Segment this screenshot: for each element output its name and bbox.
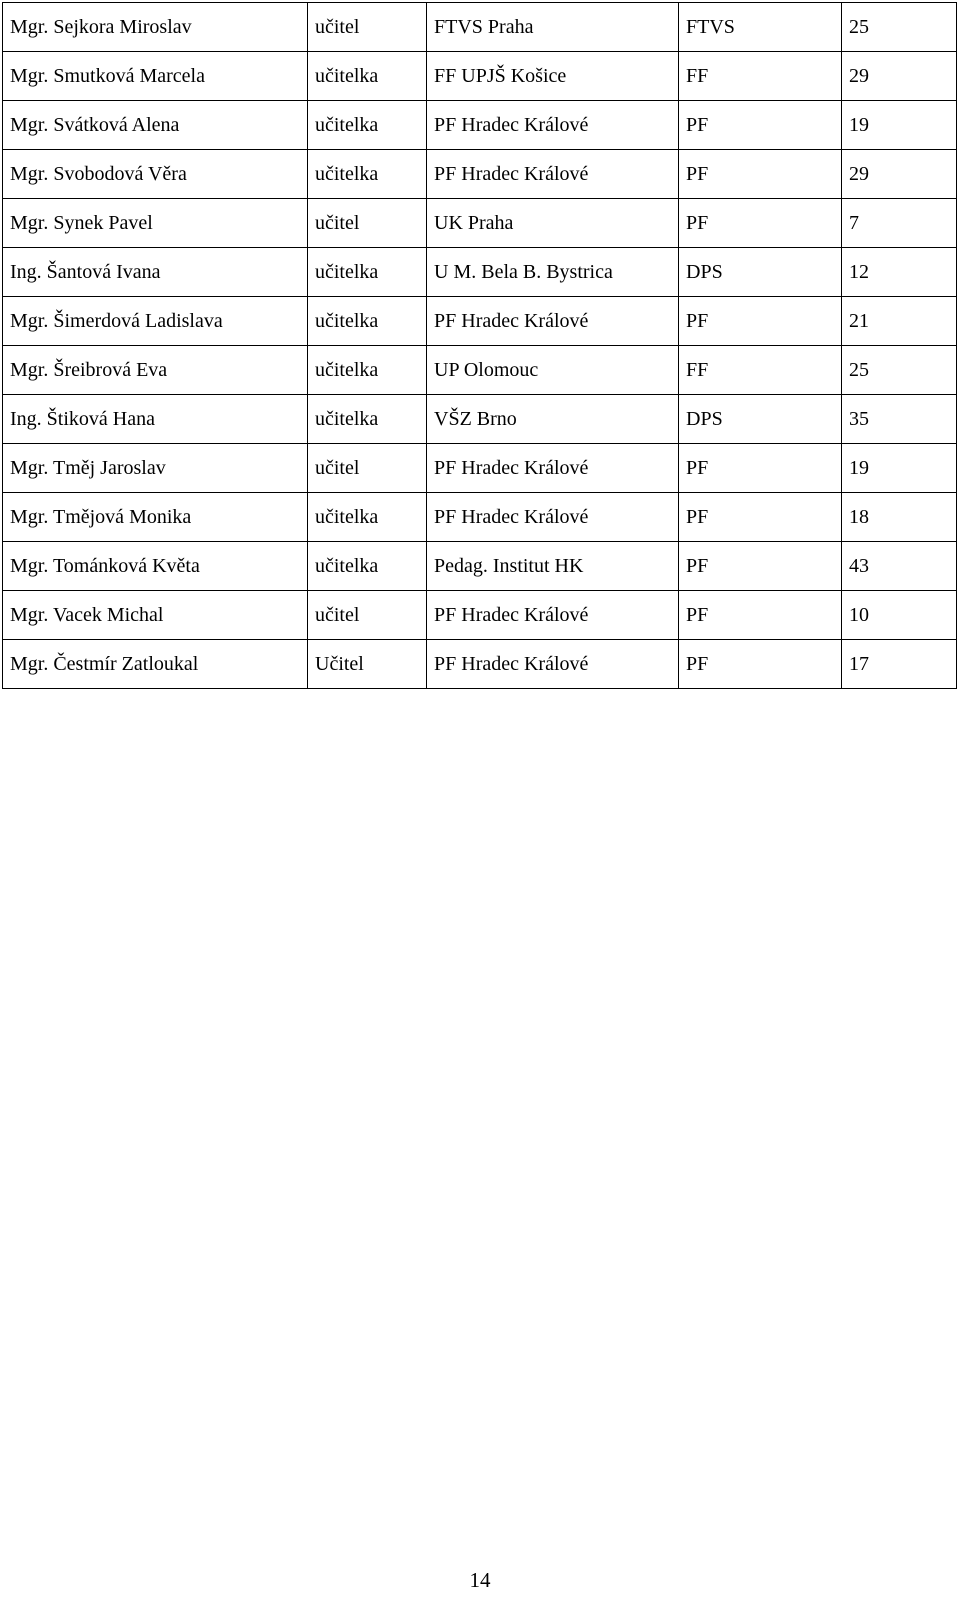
cell-name: Mgr. Tománková Květa xyxy=(3,542,308,591)
cell-years: 35 xyxy=(842,395,957,444)
table-row xyxy=(3,248,957,297)
cell-institution: FTVS Praha xyxy=(427,3,679,52)
cell-faculty: PF xyxy=(679,297,842,346)
cell-years: 21 xyxy=(842,297,957,346)
table-row xyxy=(3,591,957,640)
cell-name: Mgr. Šimerdová Ladislava xyxy=(3,297,308,346)
staff-table-body xyxy=(3,3,957,689)
cell-position: učitel xyxy=(308,199,427,248)
cell-position: učitelka xyxy=(308,395,427,444)
cell-position: učitelka xyxy=(308,297,427,346)
cell-position: učitelka xyxy=(308,150,427,199)
page-number: 14 xyxy=(469,1568,491,1592)
cell-institution: PF Hradec Králové xyxy=(427,640,679,689)
cell-institution: UP Olomouc xyxy=(427,346,679,395)
cell-faculty: PF xyxy=(679,493,842,542)
cell-years: 18 xyxy=(842,493,957,542)
cell-name: Ing. Štiková Hana xyxy=(3,395,308,444)
cell-institution: PF Hradec Králové xyxy=(427,297,679,346)
cell-faculty: FF xyxy=(679,52,842,101)
cell-institution: PF Hradec Králové xyxy=(427,150,679,199)
cell-years: 29 xyxy=(842,52,957,101)
cell-name: Mgr. Svátková Alena xyxy=(3,101,308,150)
cell-years: 43 xyxy=(842,542,957,591)
cell-years: 29 xyxy=(842,150,957,199)
table-row xyxy=(3,395,957,444)
table-row xyxy=(3,542,957,591)
cell-faculty: PF xyxy=(679,542,842,591)
table-row xyxy=(3,150,957,199)
cell-name: Mgr. Šreibrová Eva xyxy=(3,346,308,395)
cell-position: učitelka xyxy=(308,542,427,591)
cell-years: 17 xyxy=(842,640,957,689)
cell-position: učitelka xyxy=(308,52,427,101)
table-row xyxy=(3,493,957,542)
cell-faculty: DPS xyxy=(679,395,842,444)
cell-faculty: DPS xyxy=(679,248,842,297)
cell-faculty: FTVS xyxy=(679,3,842,52)
cell-faculty: PF xyxy=(679,101,842,150)
cell-faculty: PF xyxy=(679,591,842,640)
cell-name: Mgr. Tmějová Monika xyxy=(3,493,308,542)
cell-name: Mgr. Vacek Michal xyxy=(3,591,308,640)
table-row xyxy=(3,101,957,150)
cell-position: učitel xyxy=(308,444,427,493)
cell-name: Mgr. Svobodová Věra xyxy=(3,150,308,199)
cell-faculty: PF xyxy=(679,199,842,248)
cell-position: učitel xyxy=(308,591,427,640)
cell-position: učitelka xyxy=(308,101,427,150)
cell-years: 19 xyxy=(842,101,957,150)
cell-faculty: PF xyxy=(679,640,842,689)
staff-table xyxy=(2,2,957,689)
cell-institution: PF Hradec Králové xyxy=(427,591,679,640)
cell-faculty: PF xyxy=(679,444,842,493)
cell-name: Mgr. Smutková Marcela xyxy=(3,52,308,101)
cell-years: 7 xyxy=(842,199,957,248)
cell-faculty: FF xyxy=(679,346,842,395)
cell-position: učitelka xyxy=(308,493,427,542)
cell-years: 10 xyxy=(842,591,957,640)
cell-position: učitelka xyxy=(308,248,427,297)
cell-name: Mgr. Sejkora Miroslav xyxy=(3,3,308,52)
table-row xyxy=(3,52,957,101)
table-row xyxy=(3,640,957,689)
table-row xyxy=(3,3,957,52)
cell-name: Ing. Šantová Ivana xyxy=(3,248,308,297)
cell-institution: PF Hradec Králové xyxy=(427,101,679,150)
cell-institution: Pedag. Institut HK xyxy=(427,542,679,591)
cell-years: 12 xyxy=(842,248,957,297)
cell-institution: UK Praha xyxy=(427,199,679,248)
cell-institution: PF Hradec Králové xyxy=(427,493,679,542)
cell-faculty: PF xyxy=(679,150,842,199)
cell-years: 19 xyxy=(842,444,957,493)
cell-institution: PF Hradec Králové xyxy=(427,444,679,493)
cell-name: Mgr. Čestmír Zatloukal xyxy=(3,640,308,689)
cell-name: Mgr. Synek Pavel xyxy=(3,199,308,248)
table-row xyxy=(3,199,957,248)
table-row xyxy=(3,444,957,493)
cell-institution: U M. Bela B. Bystrica xyxy=(427,248,679,297)
cell-position: učitel xyxy=(308,3,427,52)
cell-institution: FF UPJŠ Košice xyxy=(427,52,679,101)
cell-name: Mgr. Tměj Jaroslav xyxy=(3,444,308,493)
cell-years: 25 xyxy=(842,3,957,52)
cell-position: Učitel xyxy=(308,640,427,689)
table-row xyxy=(3,346,957,395)
cell-position: učitelka xyxy=(308,346,427,395)
table-row xyxy=(3,297,957,346)
cell-institution: VŠZ Brno xyxy=(427,395,679,444)
cell-years: 25 xyxy=(842,346,957,395)
